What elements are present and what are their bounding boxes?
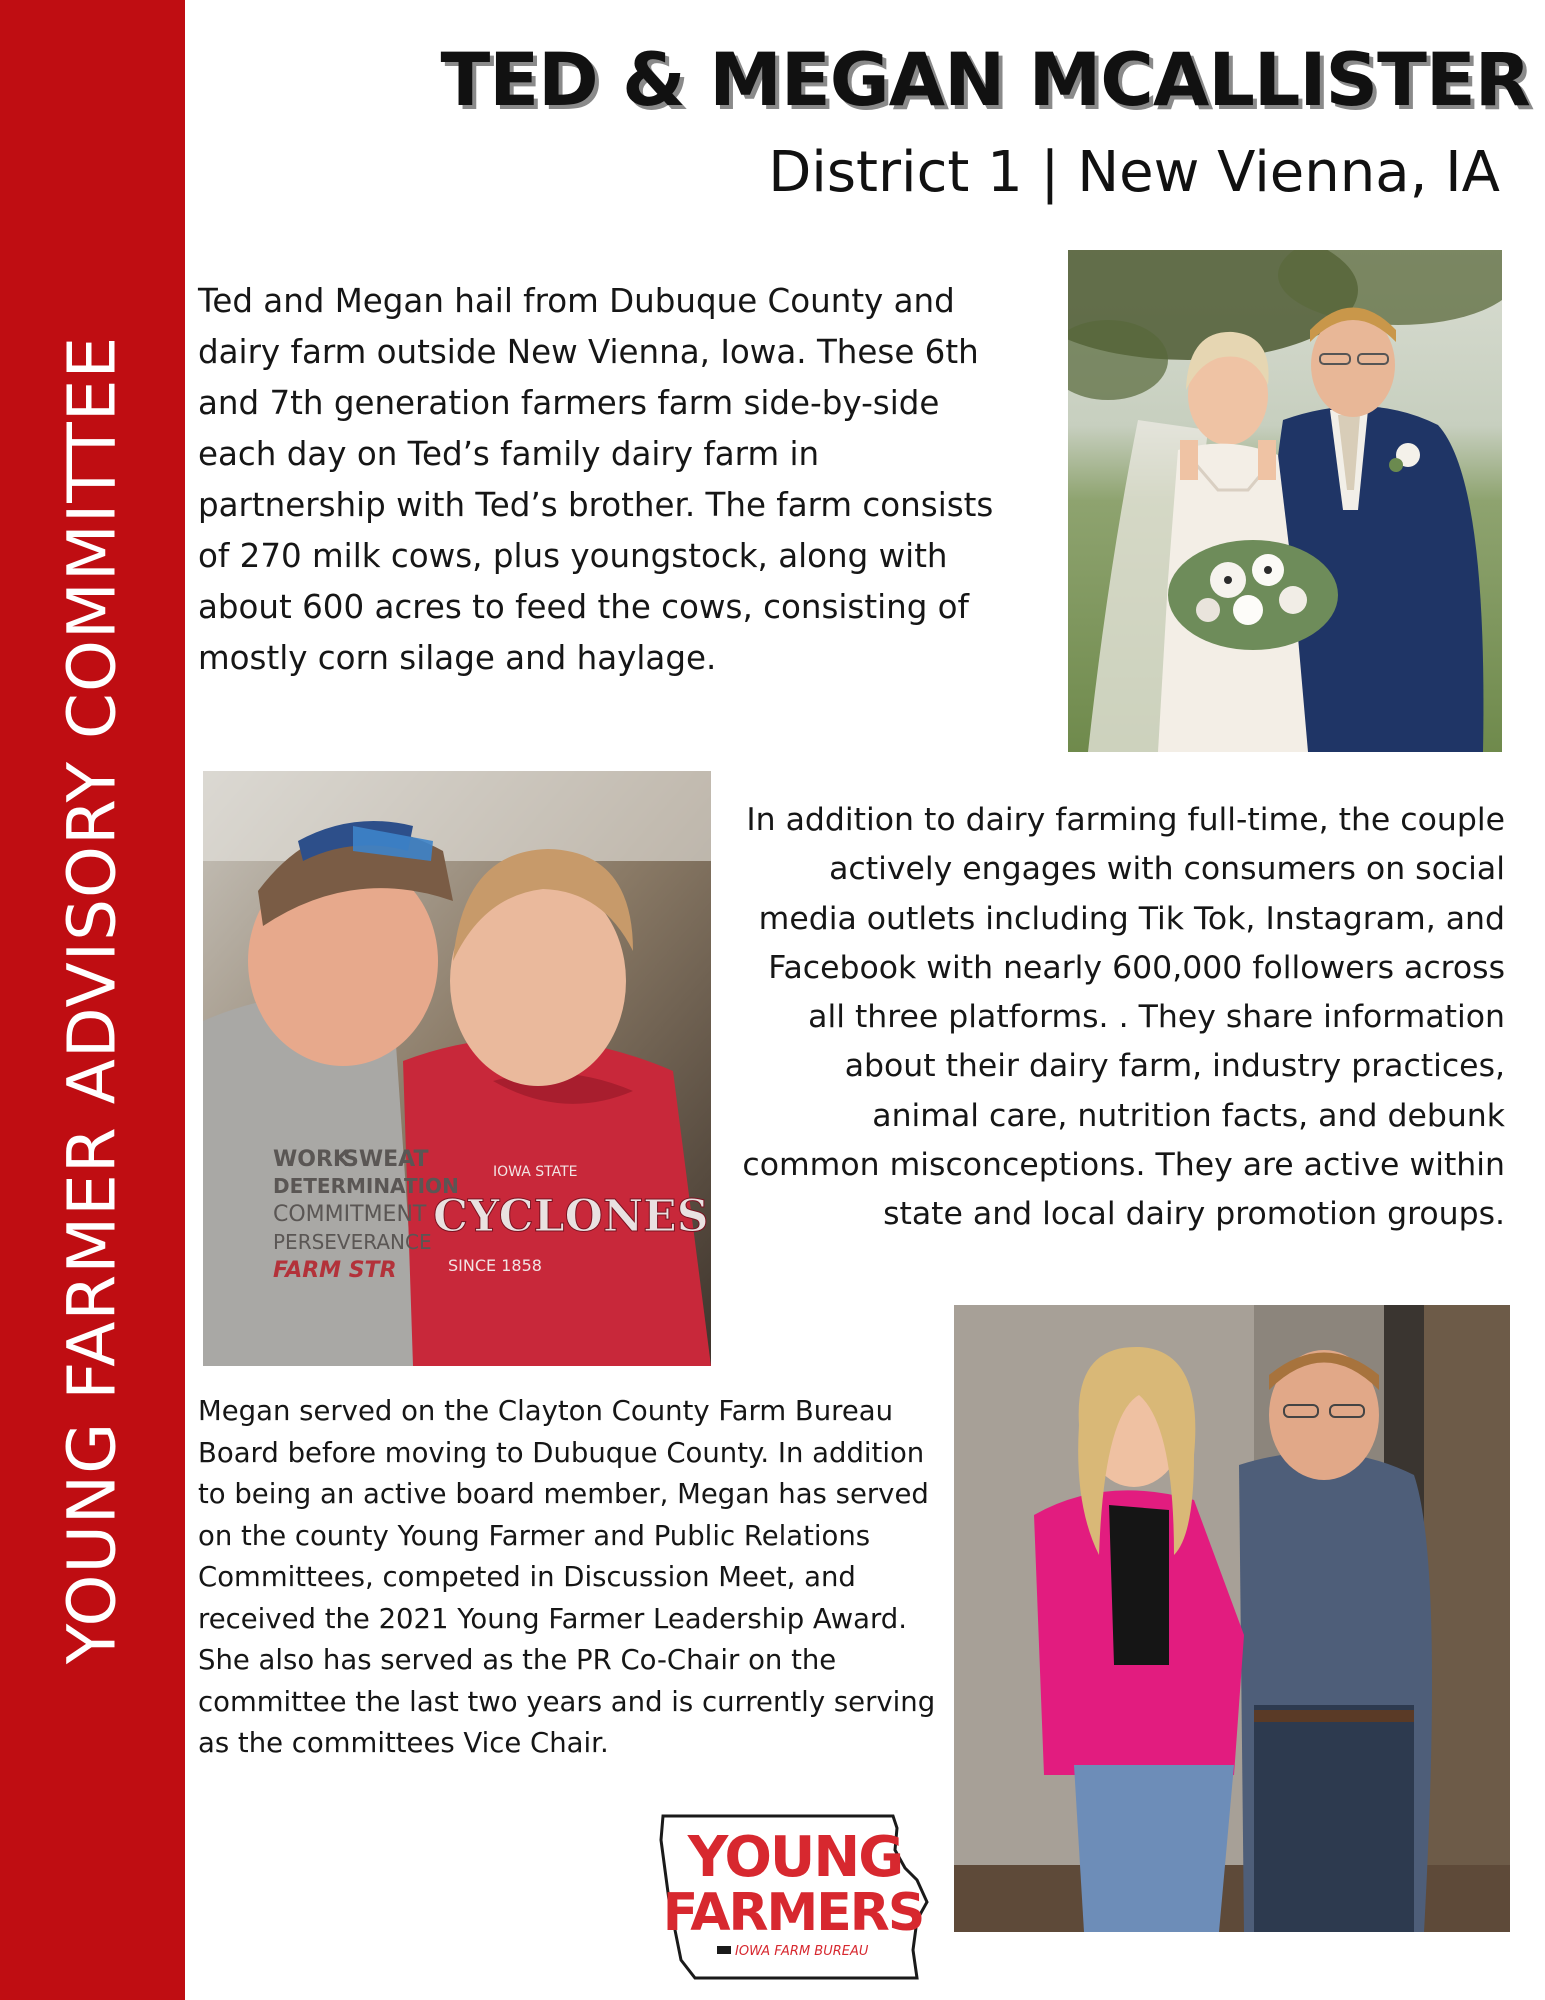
wedding-photo xyxy=(1068,250,1502,752)
logo-line-bureau: IOWA FARM BUREAU xyxy=(735,1944,869,1959)
social-media-paragraph: In addition to dairy farming full-time, the couple actively engages with consumers on social media outlets including Tik Tok, Instagram, and Facebook with nearly 600,000 followers across all three platforms. . They share information about their dairy farm, industry practices, animal care, nutrition facts, and debunk common misconceptions. They are active within state and local dairy promotion groups. xyxy=(742,802,1505,1233)
young-farmers-logo xyxy=(655,1810,935,1985)
sidebar xyxy=(0,0,185,2000)
ted-shirt-line-5: PERSEVERANCE xyxy=(273,1230,432,1254)
logo-line-farmers: FARMERS xyxy=(662,1883,924,1943)
intro-paragraph: Ted and Megan hail from Dubuque County and dairy farm outside New Vienna, Iowa. These 6th and 7th generation farmers farm side-by-side each day on Ted’s family dairy farm in partnership with Ted’s brother. The farm consists of 270 milk cows, plus youngstock, along with about 600 acres to feed the cows, consisting of mostly corn silage and haylage. xyxy=(198,282,994,677)
ted-shirt-line-6: FARM STR xyxy=(273,1258,397,1283)
ted-shirt-line-4: COMMITMENT xyxy=(273,1202,427,1227)
ted-shirt-line-1: WORK xyxy=(273,1147,350,1172)
barn-selfie-photo xyxy=(203,771,711,1366)
formal-couple-photo xyxy=(954,1305,1510,1932)
logo-line-young: YOUNG xyxy=(687,1825,903,1890)
hoodie-cyclones-text: CYCLONES xyxy=(433,1191,709,1242)
hoodie-bottom-text: SINCE 1858 xyxy=(448,1256,542,1275)
ted-shirt-line-3: DETERMINATION xyxy=(273,1174,459,1198)
hoodie-top-text: IOWA STATE xyxy=(493,1164,578,1180)
ted-shirt-line-2: SWEAT xyxy=(343,1147,429,1172)
page-subtitle: District 1 | New Vienna, IA xyxy=(768,140,1500,205)
page-title: TED & MEGAN MCALLISTER xyxy=(440,38,1530,123)
sidebar-label: YOUNG FARMER ADVISORY COMMITTEE xyxy=(53,335,131,1665)
megan-service-paragraph: Megan served on the Clayton County Farm Bureau Board before moving to Dubuque County. In addition to being an active board member, Megan has served on the county Young Farmer and Public Relations Committees, competed in Discussion Meet, and received the 2021 Young Farmer Leadership Award. She also has served as the PR Co-Chair on the committee the last two years and is currently serving as the committees Vice Chair. xyxy=(198,1395,936,1759)
